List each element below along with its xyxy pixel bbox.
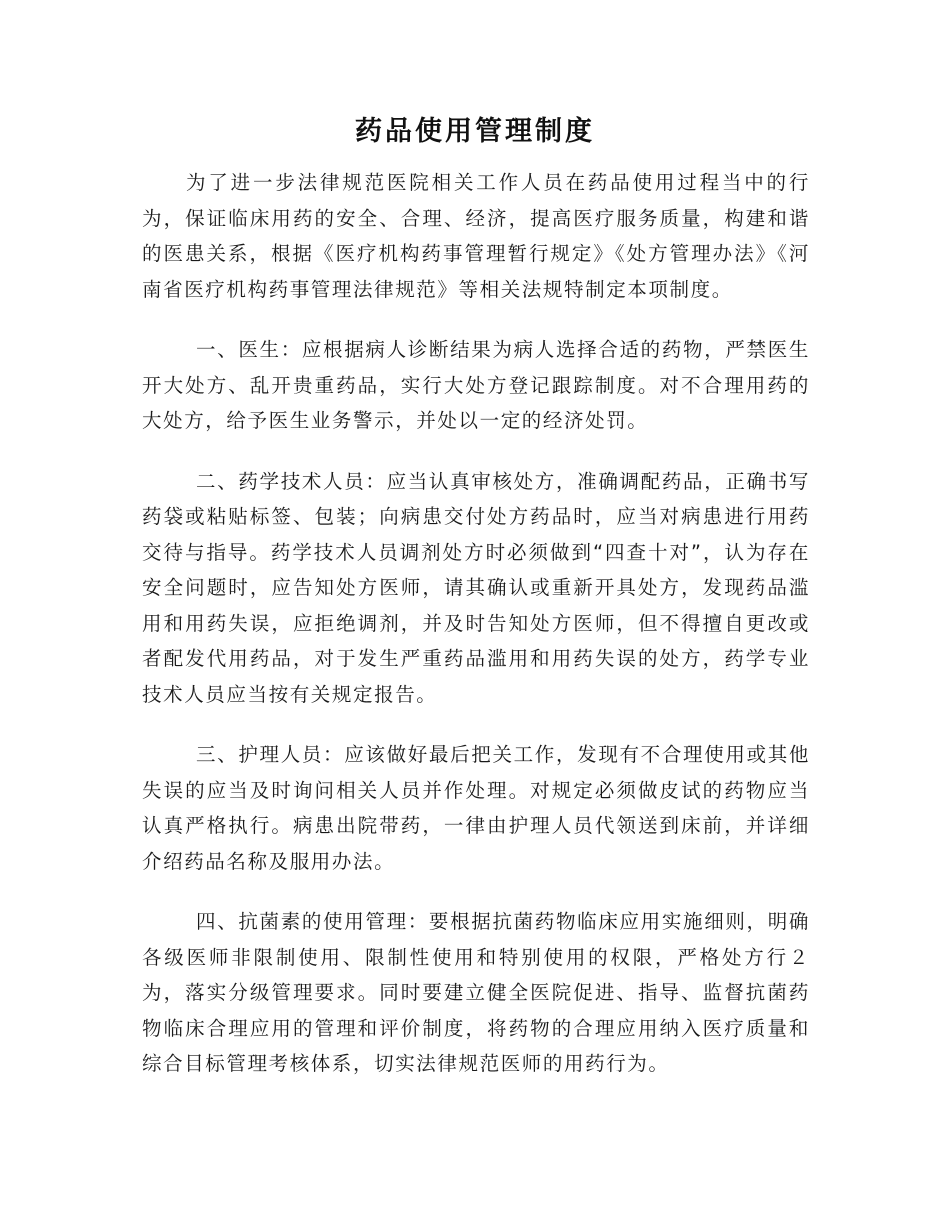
nursing-paragraph: 三、护理人员：应该做好最后把关工作，发现有不合理使用或其他失误的应当及时询问相关人员并作处理。对规定必须做皮试的药物应当认真严格执行。病患出院带药，一律由护理人员代领送到床前，并详细介绍药品名称及服用办法。: [142, 743, 810, 873]
document-body: [142, 165, 810, 1107]
intro-paragraph: 为了进一步法律规范医院相关工作人员在药品使用过程当中的行为，保证临床用药的安全、合理、经济，提高医疗服务质量，构建和谐的医患关系，根据《医疗机构药事管理暂行规定》《处方管理办法》《河南省医疗机构药事管理法律规范》等相关法规特制定本项制度。: [142, 171, 810, 301]
document-title: 药品使用管理制度: [355, 116, 595, 147]
pharmacist-paragraph: 二、药学技术人员：应当认真审核处方，准确调配药品，正确书写药袋或粘贴标签、包装；向病患交付处方药品时，应当对病患进行用药交待与指导。药学技术人员调剂处方时必须做到“四查十对”，认为存在安全问题时，应告知处方医师，请其确认或重新开具处方，发现药品滥用和用药失误，应拒绝调剂，并及时告知处方医师，但不得擅自更改或者配发代用药品，对于发生严重药品滥用和用药失误的处方，药学专业技术人员应当按有关规定报告。: [142, 469, 810, 706]
antibiotics-paragraph: 四、抗菌素的使用管理：要根据抗菌药物临床应用实施细则，明确各级医师非限制使用、限制性使用和特别使用的权限，严格处方行２为，落实分级管理要求。同时要建立健全医院促进、指导、监督抗菌药物临床合理应用的管理和评价制度，将药物的合理应用纳入医疗质量和综合目标管理考核体系，切实法律规范医师的用药行为。: [142, 910, 810, 1075]
doctor-paragraph: 一、医生：应根据病人诊断结果为病人选择合适的药物，严禁医生开大处方、乱开贵重药品，实行大处方登记跟踪制度。对不合理用药的大处方，给予医生业务警示，并处以一定的经济处罚。: [142, 338, 810, 432]
